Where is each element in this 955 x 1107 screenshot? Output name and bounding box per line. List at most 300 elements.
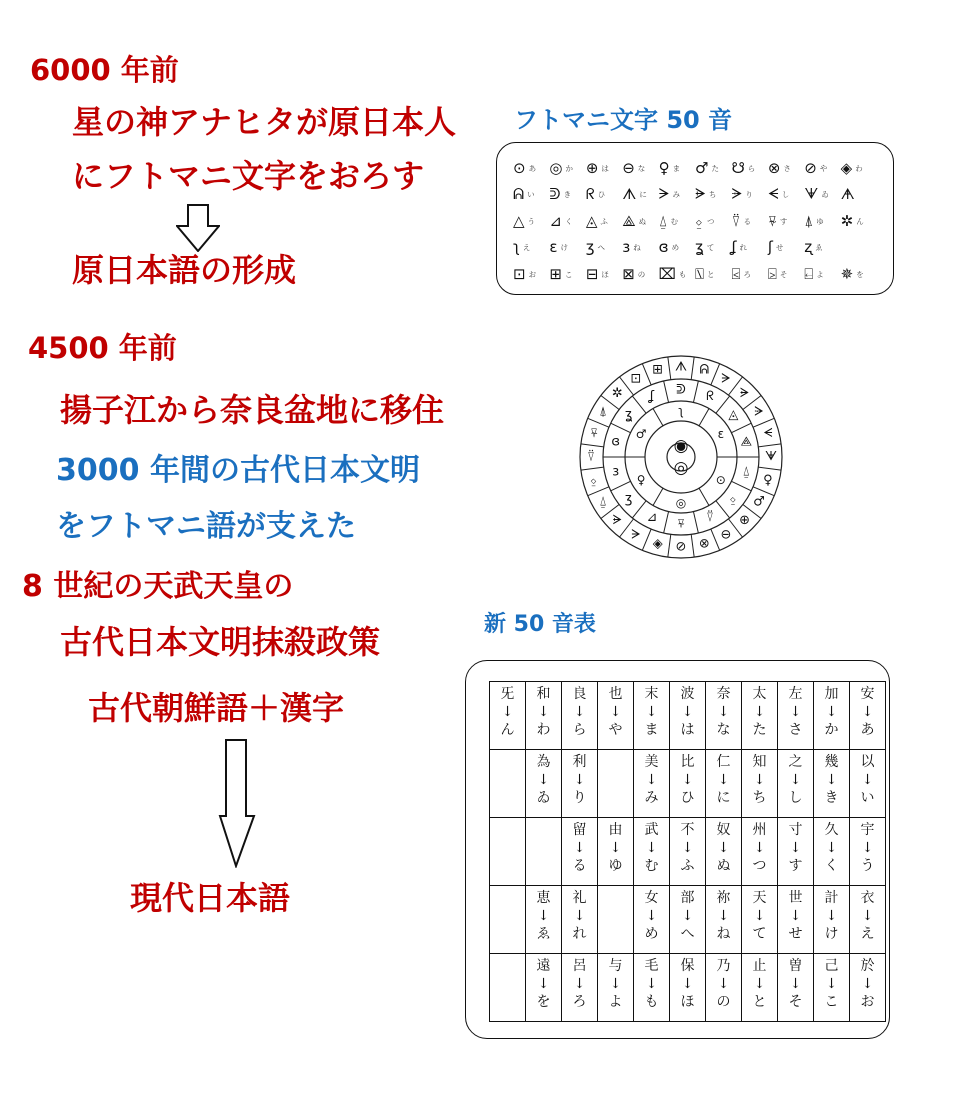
down-arrow-icon: ↓ — [645, 704, 658, 720]
line-eradication-policy: 古代日本文明抹殺政策 — [60, 623, 381, 661]
wheel-divider — [664, 381, 669, 402]
kanji-source: 呂 — [572, 958, 587, 974]
wheel-glyph: ⊖ — [720, 527, 732, 543]
wheel-glyph: ⍢ — [587, 449, 595, 465]
hiragana-result: す — [788, 858, 803, 874]
hiragana-result: に — [716, 790, 731, 806]
kanji-source: 与 — [608, 958, 623, 974]
new50-cell — [814, 682, 850, 750]
new50-cell — [814, 886, 850, 954]
hiragana-result: の — [716, 994, 731, 1010]
down-arrow-icon: ↓ — [645, 976, 658, 992]
futomani-glyph: ᗗ — [840, 185, 855, 204]
kanji-source: 末 — [644, 686, 659, 702]
heading-6000: 6000 年前 — [30, 53, 179, 87]
hiragana-result: け — [824, 926, 839, 942]
futomani-row — [513, 261, 877, 288]
futomani-cell — [840, 211, 877, 230]
futomani-cell — [731, 187, 767, 202]
new50-row — [490, 682, 886, 750]
down-arrow-icon: ↓ — [753, 908, 766, 924]
wheel-glyph: ɛ — [717, 427, 725, 441]
line-migration: 揚子江から奈良盆地に移住 — [60, 391, 445, 429]
down-arrow-icon: ↓ — [861, 704, 874, 720]
new50-card — [465, 660, 890, 1039]
down-arrow-icon: ↓ — [645, 908, 658, 924]
kanji-source: 由 — [608, 822, 623, 838]
futomani-cell — [731, 211, 767, 230]
new50-cell — [562, 682, 598, 750]
futomani-cell — [804, 211, 840, 230]
down-arrow-icon: ↓ — [861, 772, 874, 788]
futomani-glyph: ʆ — [731, 238, 737, 257]
kanji-source: 仁 — [716, 754, 731, 770]
futomani-glyph: ⍙ — [658, 211, 668, 230]
new50-cell — [778, 682, 814, 750]
line-3000-years: 3000 年間の古代日本文明 — [56, 453, 420, 488]
new50-cell — [526, 750, 562, 818]
futomani-cell — [585, 264, 622, 283]
wheel-glyph: ᗓ — [739, 385, 750, 401]
new50-cell — [706, 818, 742, 886]
futomani-kana: り — [745, 190, 753, 199]
futomani-cell — [731, 158, 767, 177]
futomani-glyph: ⍋ — [804, 211, 814, 230]
down-arrow-icon: ↓ — [681, 908, 694, 924]
kanji-source: 礼 — [572, 890, 587, 906]
hiragana-result: わ — [536, 722, 551, 738]
hiragana-result: そ — [788, 994, 803, 1010]
wheel-glyph: ◎ — [675, 496, 687, 510]
futomani-cell — [658, 211, 695, 230]
futomani-kana: あ — [528, 163, 537, 173]
kanji-source: 安 — [860, 686, 875, 702]
new50-row — [490, 886, 886, 954]
down-arrow-icon: ↓ — [681, 976, 694, 992]
new50-row — [490, 954, 886, 1022]
futomani-glyph: ʐ — [804, 238, 813, 257]
wheel-divider — [731, 423, 751, 433]
line-futomani-descend: にフトマニ文字をおろす — [72, 157, 425, 195]
hiragana-result: い — [860, 790, 875, 806]
futomani-kana: よ — [816, 269, 824, 279]
new50-cell — [562, 750, 598, 818]
wheel-divider — [731, 481, 751, 491]
wheel-divider — [611, 481, 631, 491]
hiragana-result: り — [572, 790, 587, 806]
wheel-divider — [642, 529, 651, 550]
down-arrow-icon: ↓ — [861, 976, 874, 992]
hiragana-result: ゑ — [536, 926, 551, 942]
futomani-kana: き — [563, 190, 572, 199]
new50-cell — [742, 886, 778, 954]
futomani-glyph: ♂ — [695, 158, 709, 177]
line-korean-kanji: 古代朝鮮語＋漢字 — [88, 689, 345, 727]
futomani-glyph: ⍢ — [731, 211, 741, 230]
kanji-source: 天 — [752, 890, 767, 906]
down-arrow-icon: ↓ — [789, 704, 802, 720]
futomani-cell — [695, 187, 731, 202]
new50-title: 新 50 音表 — [484, 612, 596, 637]
hiragana-result: も — [644, 994, 659, 1010]
futomani-cell — [549, 187, 585, 202]
futomani-glyph: ᕱ — [513, 185, 525, 204]
futomani-glyph: ⊘ — [804, 158, 817, 177]
hiragana-result: た — [752, 722, 767, 738]
new50-cell — [598, 682, 634, 750]
hiragana-result: き — [824, 790, 839, 806]
wheel-divider — [611, 423, 631, 433]
futomani-cell — [731, 264, 767, 283]
futomani-glyph: ⟁ — [622, 211, 636, 230]
wheel-divider — [668, 357, 671, 380]
futomani-glyph: ⊟ — [585, 264, 599, 283]
wheel-glyph: ᗒ — [721, 371, 731, 387]
futomani-kana: ゆ — [816, 216, 824, 226]
wheel-glyph: ᗓ — [612, 513, 623, 529]
futomani-cell — [841, 187, 877, 202]
futomani-cell — [804, 158, 840, 177]
futomani-glyph: ʃ — [767, 238, 773, 257]
futomani-glyph: ᗑ — [622, 185, 637, 204]
futomani-glyph: ♀ — [658, 158, 670, 177]
new50-table — [489, 681, 886, 1022]
futomani-glyph: ⍂ — [695, 264, 705, 283]
futomani-kana: く — [564, 216, 573, 226]
kanji-source: 曽 — [788, 958, 803, 974]
futomani-kana: ゑ — [815, 243, 823, 252]
kanji-source: 良 — [572, 686, 587, 702]
futomani-kana: ひ — [597, 190, 606, 199]
wheel-divider — [699, 488, 709, 505]
futomani-glyph: ⊕ — [585, 158, 599, 177]
kanji-source: 為 — [536, 754, 551, 770]
wheel-glyph: ⍚ — [590, 472, 598, 488]
down-arrow-icon: ↓ — [681, 840, 694, 856]
wheel-glyph: ⍋ — [599, 404, 607, 420]
kanji-source: 加 — [824, 686, 839, 702]
wheel-divider — [693, 381, 698, 402]
down-arrow-icon: ↓ — [789, 772, 802, 788]
wheel-glyph: ⊿ — [646, 509, 658, 525]
hiragana-result: め — [644, 926, 659, 942]
hiragana-result: ゆ — [608, 858, 623, 874]
down-arrow-icon: ↓ — [573, 908, 586, 924]
hiragana-result: ろ — [572, 994, 587, 1010]
kanji-source: 留 — [572, 822, 587, 838]
kanji-source: 波 — [680, 686, 695, 702]
wheel-divider — [691, 357, 694, 380]
down-arrow-large-icon — [218, 738, 256, 868]
futomani-kana: ま — [672, 163, 681, 173]
kanji-source: 寸 — [788, 822, 803, 838]
new50-cell — [814, 750, 850, 818]
new50-cell — [850, 682, 886, 750]
down-arrow-icon: ↓ — [753, 772, 766, 788]
wheel-divider — [664, 512, 669, 533]
down-arrow-icon: ↓ — [717, 976, 730, 992]
wheel-divider — [699, 409, 709, 426]
new50-cell — [706, 682, 742, 750]
wheel-glyph: ⊕ — [739, 513, 751, 529]
hiragana-result: へ — [680, 926, 695, 942]
down-arrow-icon: ↓ — [609, 976, 622, 992]
new50-cell — [706, 750, 742, 818]
wheel-divider — [632, 396, 646, 413]
hiragana-result: よ — [608, 994, 623, 1010]
hiragana-result: む — [644, 858, 659, 874]
kanji-source: 州 — [752, 822, 767, 838]
new50-cell — [634, 954, 670, 1022]
wheel-divider — [711, 529, 720, 550]
futomani-cell — [549, 158, 585, 177]
futomani-cell — [804, 187, 840, 202]
new50-cell — [850, 886, 886, 954]
down-arrow-icon: ↓ — [681, 704, 694, 720]
futomani-row — [513, 235, 877, 262]
futomani-kana: へ — [597, 243, 605, 252]
futomani-cell — [658, 264, 695, 283]
hiragana-result: ら — [572, 722, 587, 738]
futomani-kana: の — [637, 269, 646, 279]
down-arrow-icon: ↓ — [789, 908, 802, 924]
new50-cell — [598, 818, 634, 886]
new50-cell — [778, 954, 814, 1022]
futomani-cell — [622, 211, 658, 230]
wheel-glyph: ʓ — [624, 407, 633, 423]
down-arrow-icon: ↓ — [717, 772, 730, 788]
kanji-source: 和 — [536, 686, 551, 702]
futomani-glyph: ᗕ — [767, 185, 779, 204]
wheel-divider — [758, 467, 781, 470]
heading-8th-century: 8 世紀の天武天皇の — [22, 569, 294, 604]
futomani-glyph: ⍃ — [731, 264, 741, 283]
futomani-cell — [513, 211, 549, 230]
futomani-kana: ら — [747, 163, 756, 173]
kanji-source: 毛 — [644, 958, 659, 974]
kanji-source: 保 — [680, 958, 695, 974]
futomani-glyph: ◬ — [585, 211, 598, 230]
futomani-kana: な — [637, 163, 646, 173]
futomani-kana: ふ — [600, 216, 608, 226]
down-arrow-icon: ↓ — [825, 908, 838, 924]
kanji-source: 奈 — [716, 686, 731, 702]
down-arrow-icon: ↓ — [825, 704, 838, 720]
wheel-glyph: ᕲ — [676, 382, 686, 398]
kanji-source: 比 — [680, 754, 695, 770]
futomani-glyph: ⊞ — [549, 264, 562, 283]
wheel-glyph: ⊞ — [652, 362, 664, 378]
new50-cell — [490, 886, 526, 954]
kanji-source: 女 — [644, 890, 659, 906]
futomani-kana: も — [678, 269, 687, 279]
futomani-kana: い — [527, 190, 535, 199]
futomani-glyph: ᗒ — [658, 185, 670, 204]
new50-row — [490, 750, 886, 818]
wheel-glyph: ᗕ — [763, 426, 773, 442]
kanji-source: 祢 — [716, 890, 731, 906]
futomani-cell — [586, 187, 622, 202]
futomani-cell — [804, 240, 840, 255]
futomani-kana: と — [707, 269, 715, 279]
kanji-source: 計 — [824, 890, 839, 906]
hiragana-result: え — [860, 926, 875, 942]
new50-cell — [814, 818, 850, 886]
futomani-cell — [586, 240, 622, 255]
futomani-cell — [513, 240, 549, 255]
kanji-source: 奴 — [716, 822, 731, 838]
wheel-glyph: ♂ — [753, 494, 765, 510]
kanji-source: 左 — [788, 686, 803, 702]
new50-cell — [526, 954, 562, 1022]
new50-cell — [778, 818, 814, 886]
futomani-glyph: ⍫ — [767, 211, 777, 230]
wheel-divider — [711, 364, 720, 385]
futomani-cell — [767, 158, 804, 177]
futomani-glyph: ⍄ — [767, 264, 777, 283]
futomani-kana: る — [743, 216, 751, 226]
new50-cell — [778, 750, 814, 818]
new50-cell — [670, 818, 706, 886]
hiragana-result: ふ — [680, 858, 695, 874]
futomani-cell — [695, 264, 731, 283]
hiragana-result: く — [824, 858, 839, 874]
futomani-glyph: ᗓ — [695, 185, 706, 204]
hiragana-result: ひ — [680, 790, 695, 806]
new50-cell — [706, 886, 742, 954]
futomani-kana: わ — [855, 163, 863, 173]
futomani-cell — [622, 240, 658, 255]
down-arrow-icon: ↓ — [537, 772, 550, 788]
kanji-source: 以 — [860, 754, 875, 770]
kanji-source: 己 — [824, 958, 839, 974]
new50-cell — [850, 954, 886, 1022]
futomani-kana: さ — [783, 163, 791, 173]
kanji-source: 旡 — [500, 686, 515, 702]
futomani-cell — [622, 158, 658, 177]
down-arrow-icon: ↓ — [501, 704, 514, 720]
futomani-glyph: ⊠ — [622, 264, 635, 283]
futomani-glyph: ⊡ — [513, 264, 526, 283]
wheel-divider — [642, 364, 651, 385]
wheel-glyph: ⊙ — [715, 473, 726, 487]
down-arrow-icon: ↓ — [717, 840, 730, 856]
hiragana-result: を — [536, 994, 551, 1010]
down-arrow-icon: ↓ — [789, 840, 802, 856]
new50-cell — [598, 750, 634, 818]
down-arrow-icon: ↓ — [717, 704, 730, 720]
futomani-cell — [840, 158, 877, 177]
futomani-title: フトマニ文字 50 音 — [514, 106, 733, 134]
futomani-kana: た — [711, 163, 719, 173]
futomani-glyph: ɞ — [658, 238, 669, 257]
wheel-glyph: ✲ — [611, 385, 623, 401]
futomani-kana: ほ — [601, 269, 609, 279]
down-arrow-icon: ↓ — [645, 840, 658, 856]
wheel-glyph: ◈ — [652, 536, 663, 552]
wheel-center-glyph: ◉ — [673, 436, 689, 456]
futomani-kana: ろ — [743, 269, 751, 279]
wheel-divider — [581, 467, 604, 470]
futomani-cell — [585, 211, 622, 230]
futomani-glyph: ☋ — [731, 158, 745, 177]
wheel-glyph: ♀ — [636, 473, 646, 487]
futomani-glyph: ⌧ — [658, 264, 676, 283]
down-arrow-icon: ↓ — [825, 840, 838, 856]
new50-cell — [742, 750, 778, 818]
futomani-kana: お — [528, 269, 537, 279]
down-arrow-icon: ↓ — [573, 840, 586, 856]
new50-cell — [850, 750, 886, 818]
futomani-glyph: ✲ — [840, 211, 854, 230]
futomani-cell — [513, 187, 549, 202]
hiragana-result: ん — [500, 722, 515, 738]
futomani-kana: む — [670, 216, 679, 226]
down-arrow-icon: ↓ — [717, 908, 730, 924]
futomani-glyph: ᗔ — [731, 185, 743, 204]
futomani-cell — [731, 240, 767, 255]
futomani-kana: れ — [739, 243, 747, 252]
new50-cell — [670, 886, 706, 954]
wheel-glyph: ⟁ — [740, 434, 753, 450]
line-proto-japanese: 原日本語の形成 — [72, 251, 297, 289]
futomani-glyph: ʓ — [695, 238, 704, 257]
kanji-source: 遠 — [536, 958, 551, 974]
new50-cell — [526, 886, 562, 954]
hiragana-result: さ — [788, 722, 803, 738]
futomani-kana: か — [565, 163, 573, 173]
new50-cell — [526, 682, 562, 750]
down-arrow-icon: ↓ — [537, 908, 550, 924]
wheel-glyph: ⍢ — [706, 509, 714, 525]
kanji-source: 於 — [860, 958, 875, 974]
wheel-divider — [581, 444, 604, 447]
new50-cell — [742, 818, 778, 886]
kanji-source: 乃 — [716, 958, 731, 974]
hiragana-result: て — [752, 926, 767, 942]
futomani-glyph: ⊿ — [549, 211, 562, 230]
wheel-glyph: ⊘ — [675, 539, 687, 555]
futomani-cell — [659, 240, 695, 255]
kanji-source: 也 — [608, 686, 623, 702]
futomani-kana: は — [601, 163, 609, 173]
futomani-cell — [513, 264, 549, 283]
hiragana-result: ま — [644, 722, 659, 738]
new50-cell — [850, 818, 886, 886]
futomani-kana: し — [781, 190, 790, 199]
down-arrow-icon: ↓ — [825, 772, 838, 788]
new50-cell — [634, 886, 670, 954]
down-arrow-icon: ↓ — [573, 772, 586, 788]
down-arrow-icon: ↓ — [861, 908, 874, 924]
down-arrow-icon: ↓ — [537, 704, 550, 720]
futomani-kana: つ — [707, 216, 715, 226]
down-arrow-icon: ↓ — [753, 840, 766, 856]
new50-cell — [670, 750, 706, 818]
new50-cell — [490, 750, 526, 818]
futomani-glyph: ⊙ — [513, 158, 526, 177]
new50-cell — [742, 682, 778, 750]
kanji-source: 恵 — [536, 890, 551, 906]
new50-cell — [490, 682, 526, 750]
wheel-glyph: ᗔ — [754, 404, 764, 420]
futomani-cell — [840, 264, 877, 283]
hiragana-result: ち — [752, 790, 767, 806]
hiragana-result: か — [824, 722, 839, 738]
down-arrow-icon: ↓ — [645, 772, 658, 788]
futomani-wheel — [578, 346, 784, 568]
wheel-center-glyph: ◎ — [673, 458, 689, 478]
